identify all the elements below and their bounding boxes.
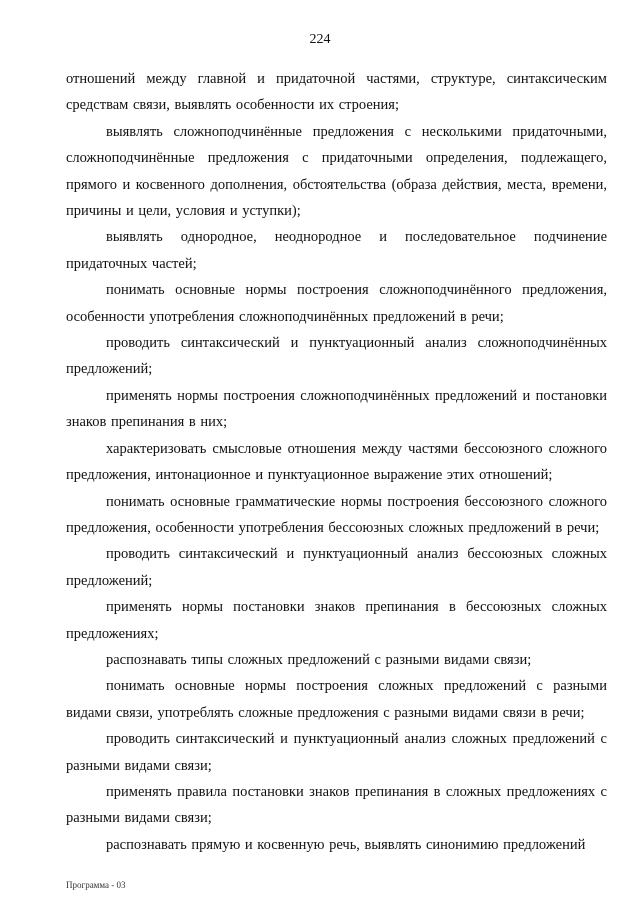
paragraph: проводить синтаксический и пунктуационный анализ сложноподчинённых предложений; bbox=[66, 335, 607, 378]
paragraph: характеризовать смысловые отношения между частями бессоюзного сложного предложения, интонационное и пунктуационное выражение этих отношений; bbox=[66, 440, 607, 484]
paragraph: понимать основные нормы построения сложноподчинённого предложения, особенности употребления сложноподчинённых предложений в речи; bbox=[66, 282, 607, 325]
footer-label: Программа - 03 bbox=[66, 880, 126, 890]
paragraph: выявлять однородное, неоднородное и последовательное подчинение придаточных частей; bbox=[66, 229, 607, 272]
paragraph: отношений между главной и придаточной частями, структуре, синтаксическим средствам связи, выявлять особенности их строения; bbox=[66, 71, 607, 114]
paragraph: распознавать прямую и косвенную речь, выявлять синонимию предложений bbox=[106, 836, 586, 853]
paragraph: проводить синтаксический и пунктуационный анализ бессоюзных сложных предложений; bbox=[66, 546, 607, 589]
paragraph: понимать основные нормы построения сложных предложений с разными видами связи, употреблять сложные предложения с разными видами связи в речи; bbox=[66, 678, 607, 721]
paragraph: выявлять сложноподчинённые предложения с несколькими придаточными, сложноподчинённые предложения с придаточными определения, подлежащего, прямого и косвенного дополнения, обстоятельства (образа действия, места, времени, причины и цели, условия и уступки); bbox=[66, 123, 607, 220]
paragraph: распознавать типы сложных предложений с разными видами связи; bbox=[106, 651, 532, 668]
page-number: 224 bbox=[309, 32, 331, 47]
document-body bbox=[66, 66, 607, 858]
paragraph: применять правила постановки знаков препинания в сложных предложениях с разными видами связи; bbox=[66, 783, 607, 827]
paragraph: применять нормы постановки знаков препинания в бессоюзных сложных предложениях; bbox=[66, 599, 607, 642]
paragraph: понимать основные грамматические нормы построения бессоюзного сложного предложения, особенности употребления бессоюзных сложных предложений в речи; bbox=[66, 493, 607, 536]
paragraph: проводить синтаксический и пунктуационный анализ сложных предложений с разными видами связи; bbox=[66, 731, 607, 774]
paragraph: применять нормы построения сложноподчинённых предложений и постановки знаков препинания в них; bbox=[66, 387, 607, 431]
